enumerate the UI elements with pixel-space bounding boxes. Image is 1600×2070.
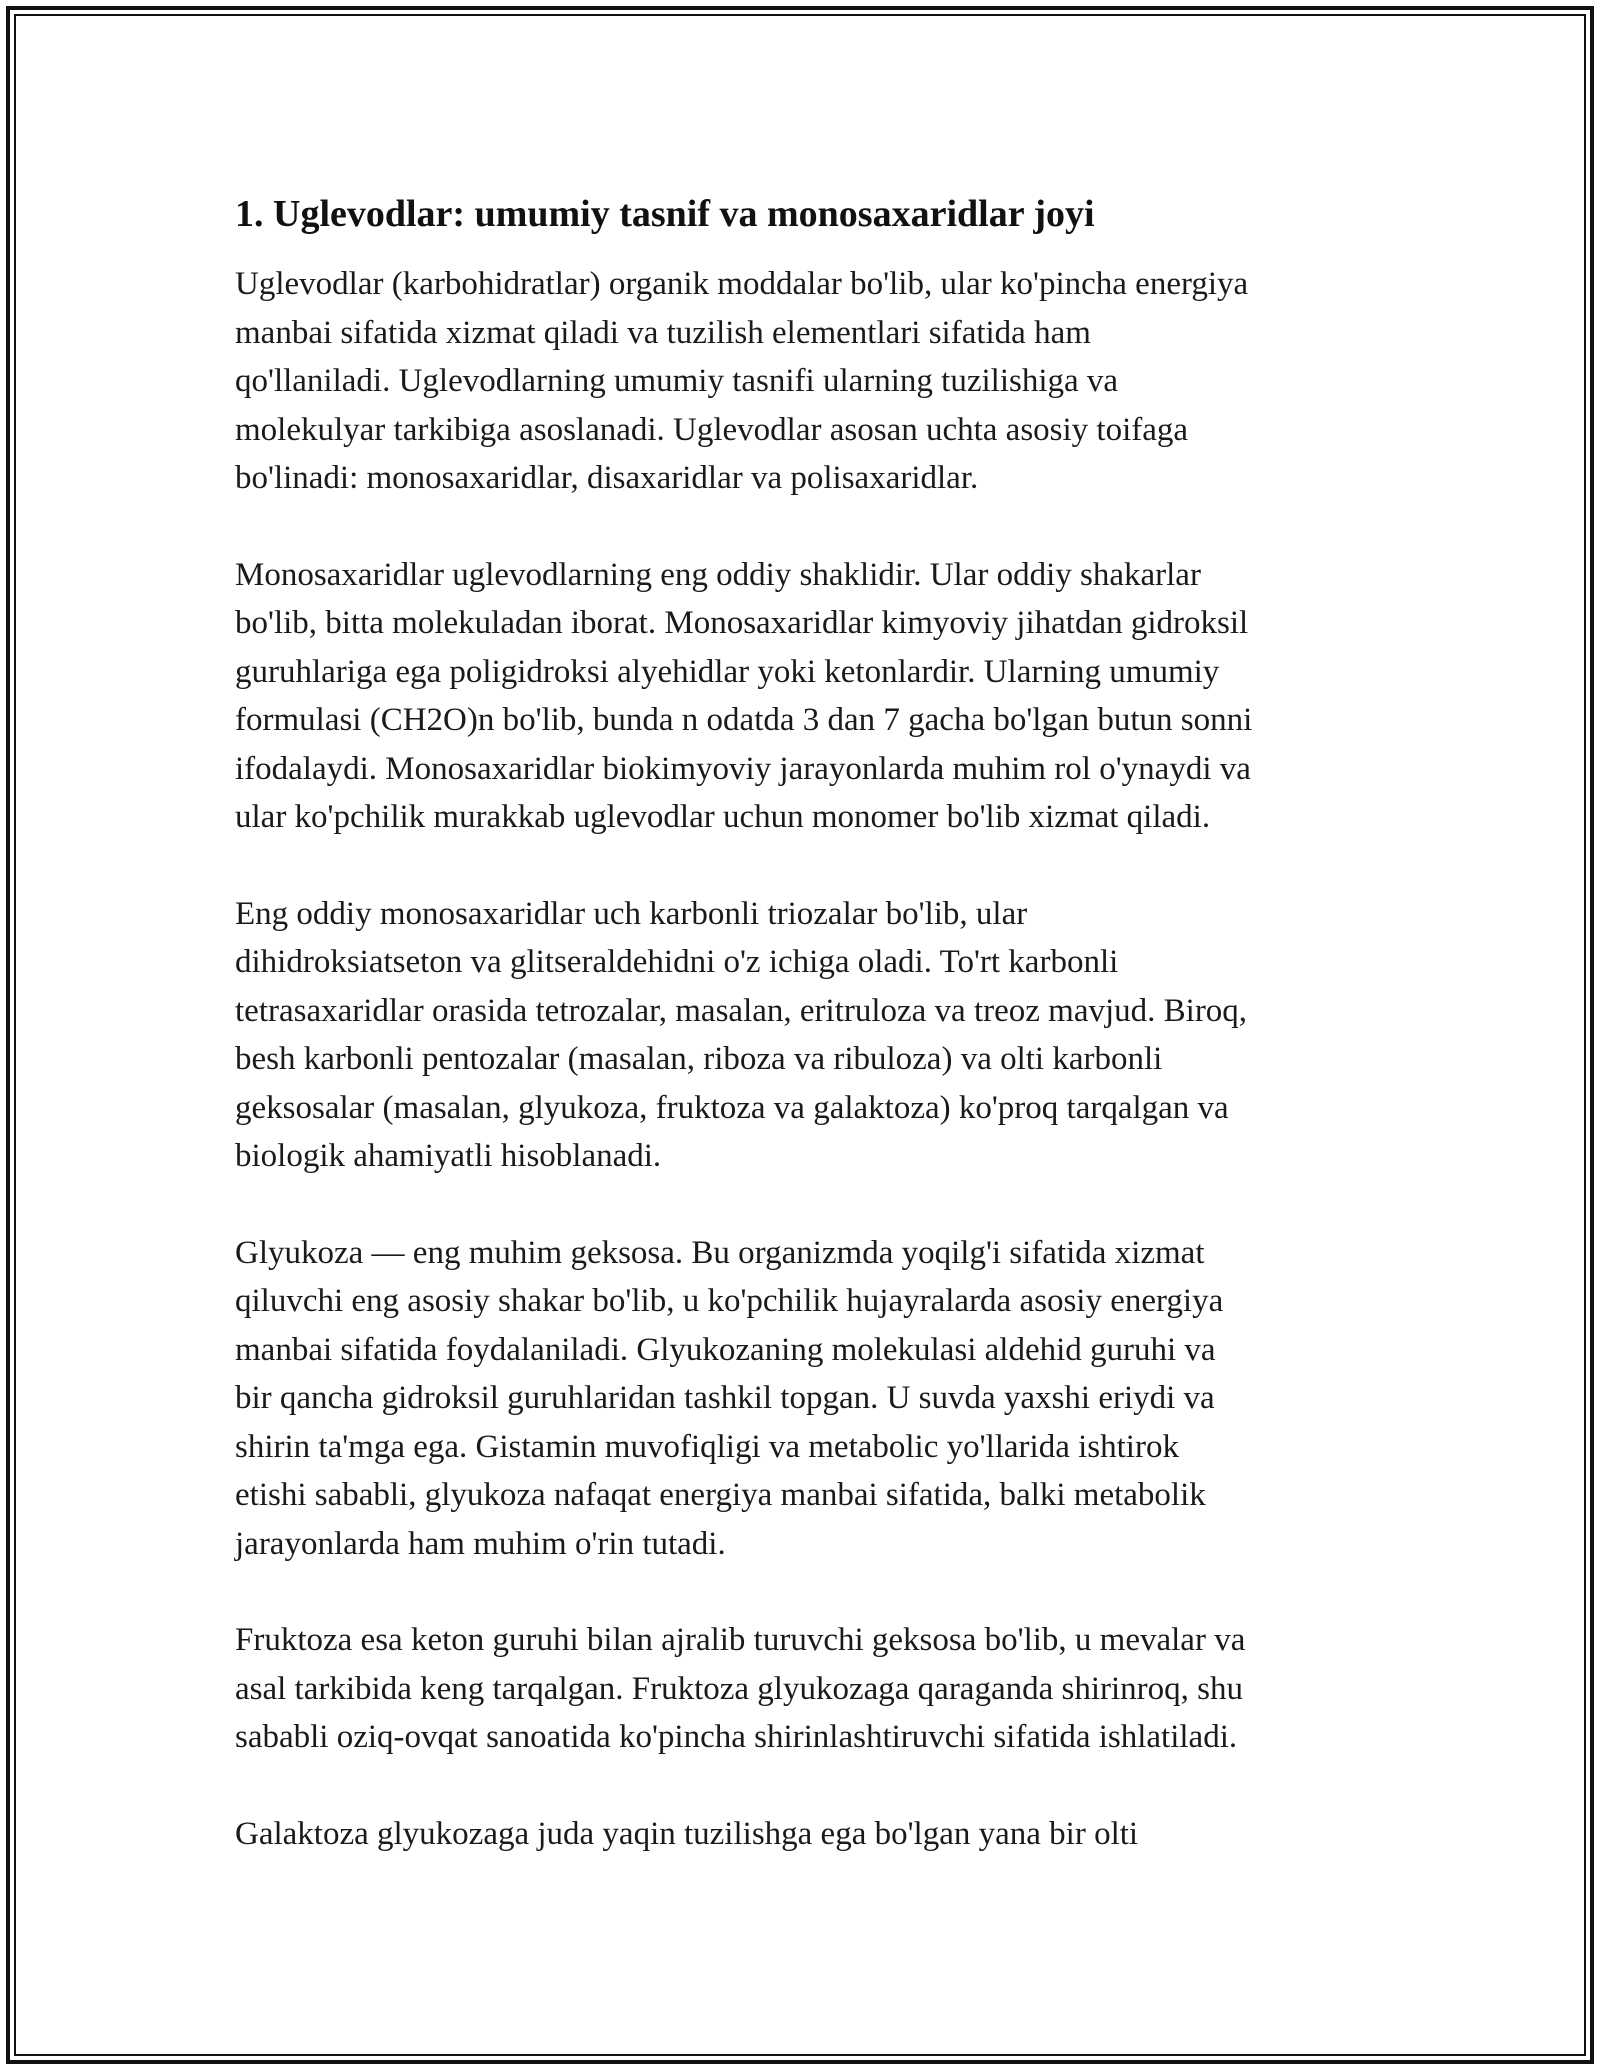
document-body <box>235 260 1385 1858</box>
paragraph-line: dihidroksiatseton va glitseraldehidni o'z ichiga oladi. To'rt karbonli <box>235 944 1119 980</box>
paragraph <box>235 551 1385 842</box>
paragraph <box>235 890 1385 1181</box>
paragraph <box>235 1810 1385 1859</box>
paragraph-line: formulasi (CH2O)n bo'lib, bunda n odatda 3 dan 7 gacha bo'lgan butun sonni <box>235 702 1253 738</box>
paragraph-line: biologik ahamiyatli hisoblanadi. <box>235 1138 662 1174</box>
paragraph-line: bir qancha gidroksil guruhlaridan tashkil topgan. U suvda yaxshi eriydi va <box>235 1380 1215 1416</box>
paragraph-line: tetrasaxaridlar orasida tetrozalar, masalan, eritruloza va treoz mavjud. Biroq, <box>235 992 1248 1029</box>
paragraph-line: Fruktoza esa keton guruhi bilan ajralib turuvchi geksosa bo'lib, u mevalar va <box>235 1622 1246 1658</box>
paragraph-line: Eng oddiy monosaxaridlar uch karbonli triozalar bo'lib, ular <box>235 895 1028 932</box>
paragraph-line: etishi sababli, glyukoza nafaqat energiya manbai sifatida, balki metabolik <box>235 1477 1206 1513</box>
paragraph-line: bo'lib, bitta molekuladan iborat. Monosaxaridlar kimyoviy jihatdan gidroksil <box>235 605 1249 641</box>
paragraph-line: qiluvchi eng asosiy shakar bo'lib, u ko'pchilik hujayralarda asosiy energiya <box>235 1283 1224 1319</box>
paragraph-line: bo'linadi: monosaxaridlar, disaxaridlar va polisaxaridlar. <box>235 460 979 496</box>
section-heading: 1. Uglevodlar: umumiy tasnif va monosaxaridlar joyi <box>235 193 1095 235</box>
document-page <box>235 186 1385 1906</box>
paragraph-line: Glyukoza — eng muhim geksosa. Bu organizmda yoqilg'i sifatida xizmat <box>235 1234 1205 1271</box>
paragraph <box>235 1229 1385 1569</box>
paragraph-line: besh karbonli pentozalar (masalan, riboza va ribuloza) va olti karbonli <box>235 1041 1163 1077</box>
paragraph-line: manbai sifatida xizmat qiladi va tuzilish elementlari sifatida ham <box>235 314 1091 351</box>
paragraph-line: sababli oziq-ovqat sanoatida ko'pincha shirinlashtiruvchi sifatida ishlatiladi. <box>235 1719 1238 1755</box>
paragraph-line: manbai sifatida foydalaniladi. Glyukozaning molekulasi aldehid guruhi va <box>235 1331 1216 1368</box>
paragraph-line: asal tarkibida keng tarqalgan. Fruktoza glyukozaga qaraganda shirinroq, shu <box>235 1670 1243 1707</box>
paragraph-line: shirin ta'mga ega. Gistamin muvofiqligi va metabolic yo'llarida ishtirok <box>235 1428 1179 1465</box>
paragraph-line: Uglevodlar (karbohidratlar) organik moddalar bo'lib, ular ko'pincha energiya <box>235 266 1249 302</box>
paragraph-line: guruhlariga ega poligidroksi alyehidlar yoki ketonlardir. Ularning umumiy <box>235 653 1220 690</box>
paragraph-line: geksosalar (masalan, glyukoza, fruktoza va galaktoza) ko'proq tarqalgan va <box>235 1089 1229 1126</box>
paragraph-line: ifodalaydi. Monosaxaridlar biokimyoviy jarayonlarda muhim rol o'ynaydi va <box>235 750 1251 787</box>
paragraph <box>235 1616 1385 1762</box>
paragraph-line: ular ko'pchilik murakkab uglevodlar uchun monomer bo'lib xizmat qiladi. <box>235 799 1211 835</box>
paragraph-line: Monosaxaridlar uglevodlarning eng oddiy shaklidir. Ular oddiy shakarlar <box>235 556 1201 593</box>
paragraph-line: molekulyar tarkibiga asoslanadi. Uglevodlar asosan uchta asosiy toifaga <box>235 411 1189 448</box>
paragraph-line: Galaktoza glyukozaga juda yaqin tuzilishga ega bo'lgan yana bir olti <box>235 1815 1139 1852</box>
paragraph-line: qo'llaniladi. Uglevodlarning umumiy tasnifi ularning tuzilishiga va <box>235 363 1119 399</box>
paragraph-line: jarayonlarda ham muhim o'rin tutadi. <box>235 1525 726 1562</box>
paragraph <box>235 260 1385 503</box>
